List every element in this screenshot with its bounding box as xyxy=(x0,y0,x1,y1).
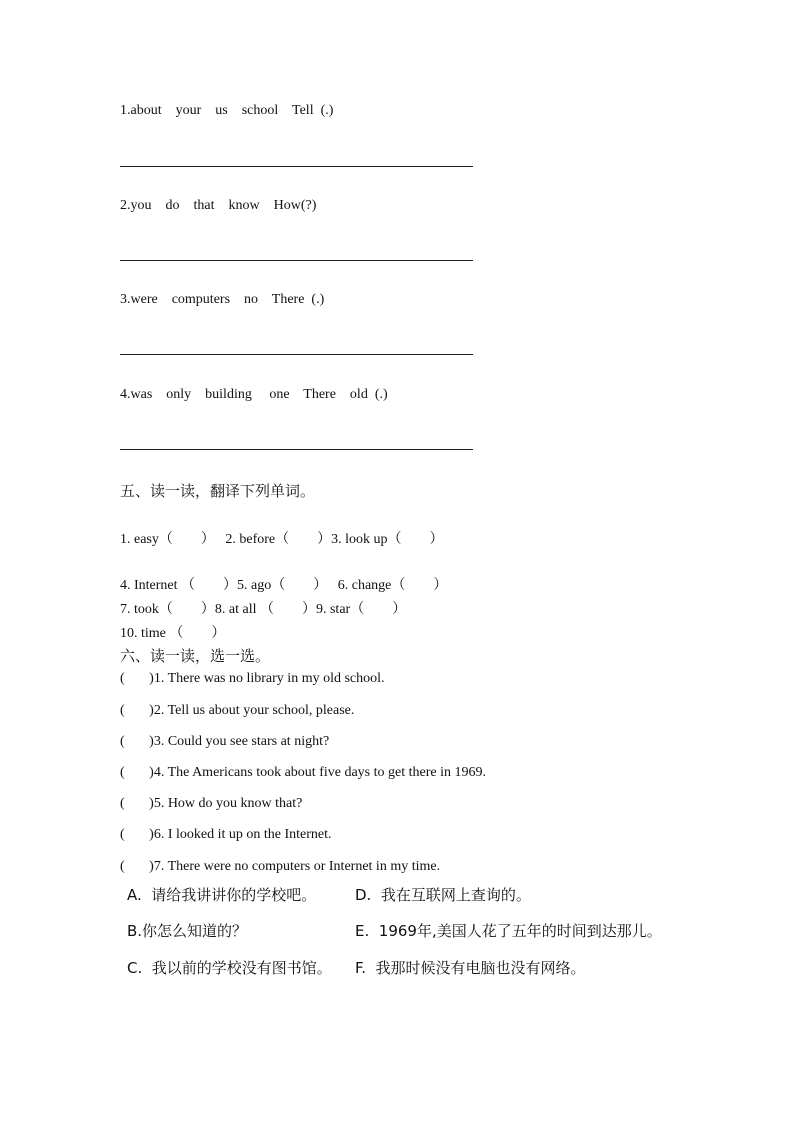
sentence-2: ( )2. Tell us about your school, please. xyxy=(120,703,355,718)
sentence-5: ( )5. How do you know that? xyxy=(120,796,303,811)
section5-row-3: 7. took（ ）8. at all （ ）9. star（ ） xyxy=(120,602,407,617)
section5-row-2: 4. Internet （ ）5. ago（ ） 6. change（ ） xyxy=(120,578,448,593)
section5-row-4: 10. time （ ） xyxy=(120,626,226,641)
answer-line-1 xyxy=(120,166,473,167)
option-a: A. 请给我讲讲你的学校吧。 xyxy=(127,886,317,904)
section5-heading: 五、读一读，翻译下列单词。 xyxy=(120,482,316,500)
sentence-4: ( )4. The Americans took about five days to get there in 1969. xyxy=(120,765,486,780)
option-d: D. 我在互联网上查询的。 xyxy=(355,886,531,904)
section6-heading: 六、读一读，选一选。 xyxy=(120,647,271,665)
sentence-6: ( )6. I looked it up on the Internet. xyxy=(120,827,332,842)
option-e: E. 1969年,美国人花了五年的时间到达那儿。 xyxy=(355,922,662,940)
option-c: C. 我以前的学校没有图书馆。 xyxy=(127,959,332,977)
sentence-3: ( )3. Could you see stars at night? xyxy=(120,734,330,749)
answer-line-3 xyxy=(120,354,473,355)
answer-line-4 xyxy=(120,449,473,450)
option-b: B.你怎么知道的？ xyxy=(127,922,248,940)
reorder-item-4: 4.was only building one There old (.) xyxy=(120,387,388,402)
answer-line-2 xyxy=(120,260,473,261)
option-f: F. 我那时候没有电脑也没有网络。 xyxy=(355,959,586,977)
section5-row-1: 1. easy（ ） 2. before（ ）3. look up（ ） xyxy=(120,532,444,547)
reorder-item-3: 3.were computers no There (.) xyxy=(120,292,325,307)
sentence-1: ( )1. There was no library in my old school. xyxy=(120,671,385,686)
reorder-item-2: 2.you do that know How(?) xyxy=(120,198,317,213)
reorder-item-1: 1.about your us school Tell (.) xyxy=(120,103,334,118)
sentence-7: ( )7. There were no computers or Internet in my time. xyxy=(120,859,441,874)
